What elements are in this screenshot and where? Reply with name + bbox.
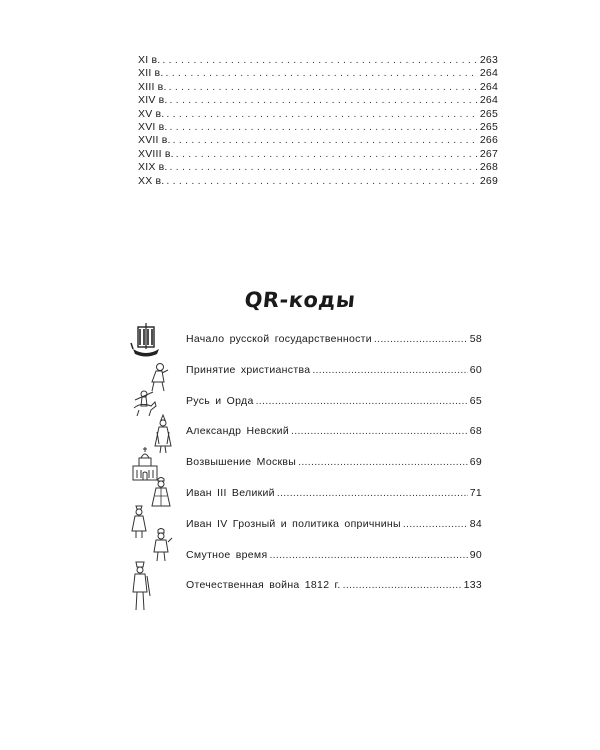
qr-item-label: Отечественная война 1812 г. [186, 579, 341, 592]
toc-row[interactable] [138, 108, 498, 121]
toc-row[interactable] [138, 54, 498, 67]
qr-code-list [186, 331, 482, 608]
list-item[interactable] [186, 423, 482, 454]
leader-dots [269, 547, 467, 563]
list-item[interactable] [186, 454, 482, 485]
toc-page-number: 266 [479, 134, 498, 147]
qr-item-page: 68 [469, 425, 482, 438]
list-item[interactable] [186, 516, 482, 547]
leader-dots [256, 393, 468, 409]
toc-page-number: 267 [479, 147, 498, 160]
qr-item-page: 84 [469, 517, 482, 530]
qr-item-page: 60 [469, 363, 482, 376]
qr-item-page: 65 [469, 394, 482, 407]
section-title: QR-коды [243, 288, 357, 312]
qr-item-page: 133 [463, 579, 482, 592]
leader-dots [312, 362, 467, 378]
leader-dots [277, 485, 468, 501]
qr-item-label: Русь и Орда [186, 394, 254, 407]
leader-dots [170, 94, 478, 107]
toc-label: XIX в. [138, 161, 168, 174]
toc-page-number: 265 [479, 107, 498, 120]
qr-item-page: 90 [469, 548, 482, 561]
toc-page-number: 264 [479, 94, 498, 107]
list-item[interactable] [186, 362, 482, 393]
toc-page-number: 264 [479, 80, 498, 93]
list-item[interactable] [186, 547, 482, 578]
leader-dots [298, 454, 468, 470]
qr-item-label: Иван III Великий [186, 486, 275, 499]
toc-page-number: 269 [479, 174, 498, 187]
leader-dots [176, 148, 478, 161]
leader-dots [291, 423, 468, 439]
leader-dots [374, 331, 468, 347]
toc-row[interactable] [138, 94, 498, 107]
list-item[interactable] [186, 331, 482, 362]
toc-century-list [138, 54, 498, 188]
list-item[interactable] [186, 485, 482, 516]
toc-label: XIII в. [138, 80, 167, 93]
warrior-icon [149, 528, 173, 562]
leader-dots [169, 81, 478, 94]
qr-item-label: Возвышение Москвы [186, 456, 297, 469]
qr-item-page: 71 [469, 486, 482, 499]
leader-dots [170, 121, 478, 134]
toc-page-number: 263 [479, 54, 498, 66]
leader-dots [166, 175, 477, 188]
toc-row[interactable] [138, 67, 498, 80]
toc-label: XX в. [138, 174, 165, 187]
toc-label: XI в. [138, 54, 161, 66]
list-item[interactable] [186, 577, 482, 608]
toc-row[interactable] [138, 134, 498, 147]
qr-item-label: Смутное время [186, 548, 268, 561]
toc-row[interactable] [138, 81, 498, 94]
toc-label: XIV в. [138, 94, 168, 107]
leader-dots [343, 577, 462, 593]
qr-item-label: Иван IV Грозный и политика опричнины [186, 517, 401, 530]
viking-ship-icon [130, 321, 162, 359]
toc-page-number: 268 [479, 161, 498, 174]
qr-item-page: 69 [469, 456, 482, 469]
soldier-1812-icon [128, 560, 152, 612]
leader-dots [162, 54, 478, 67]
toc-label: XVIII в. [138, 147, 174, 160]
qr-item-page: 58 [469, 333, 482, 345]
toc-row[interactable] [138, 161, 498, 174]
qr-item-label: Начало русской государственности [186, 333, 372, 345]
leader-dots [165, 67, 477, 80]
toc-label: XII в. [138, 67, 164, 80]
toc-page-number: 264 [479, 67, 498, 80]
tsar-icon [149, 476, 173, 508]
qr-item-label: Александр Невский [186, 425, 290, 438]
toc-row[interactable] [138, 175, 498, 188]
list-item[interactable] [186, 393, 482, 424]
toc-label: XV в. [138, 107, 165, 120]
toc-page-number: 265 [479, 120, 498, 133]
leader-dots [173, 134, 478, 147]
leader-dots [166, 108, 477, 121]
leader-dots [170, 161, 478, 174]
toc-row[interactable] [138, 148, 498, 161]
toc-label: XVI в. [138, 120, 168, 133]
qr-item-label: Принятие христианства [186, 363, 311, 376]
oprichnik-icon [128, 503, 150, 539]
toc-row[interactable] [138, 121, 498, 134]
toc-label: XVII в. [138, 134, 171, 147]
leader-dots [403, 516, 468, 532]
